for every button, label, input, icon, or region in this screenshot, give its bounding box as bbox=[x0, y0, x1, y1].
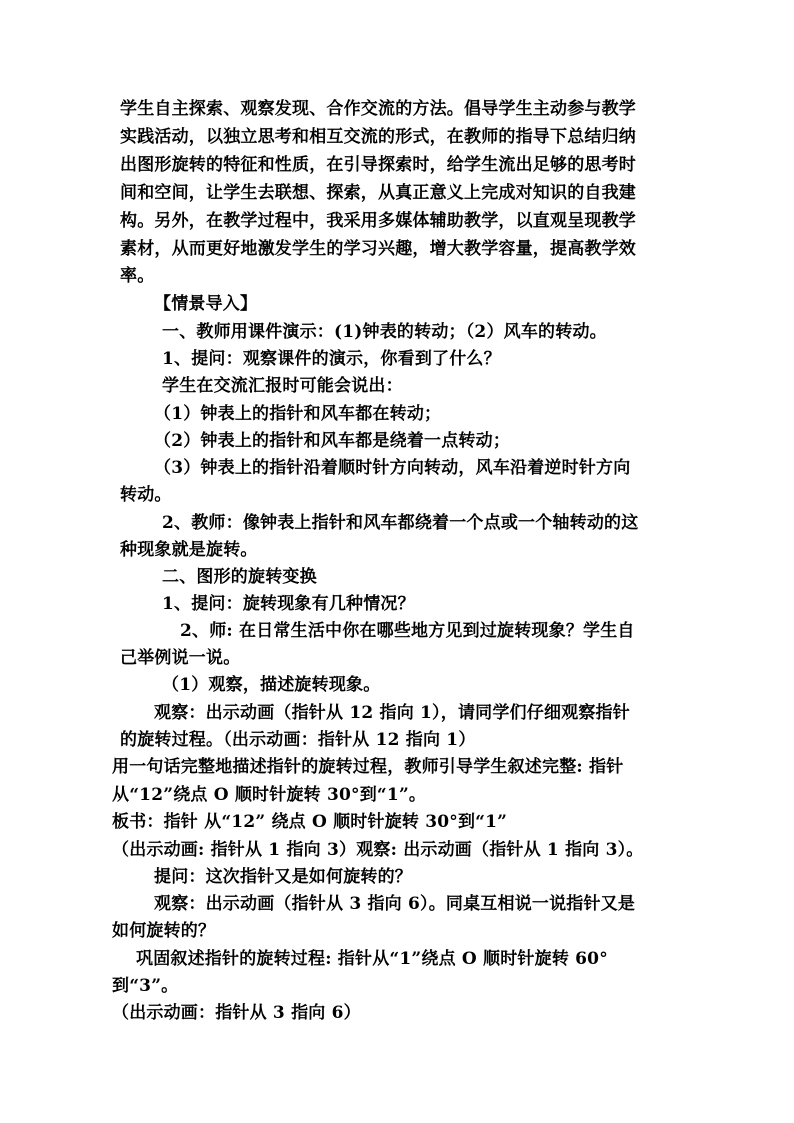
body-text-line: 1、提问：旋转现象有几种情况？ bbox=[162, 594, 415, 614]
blackboard-note: 板书：指针 从“12” 绕点 O 顺时针旋转 30°到“1” bbox=[112, 812, 508, 832]
body-text-line: 如何旋转的？ bbox=[112, 921, 216, 941]
body-text-line: 素材，从而更好地激发学生的学习兴趣，增大教学容量，提高教学效 bbox=[120, 239, 636, 259]
body-text-line: 己举例说一说。 bbox=[120, 648, 241, 668]
list-item: （1）钟表上的指针和风车都在转动； bbox=[154, 404, 442, 424]
body-text-line: 一、教师用课件演示：(1)钟表的转动；（2）风车的转动。 bbox=[162, 322, 607, 342]
body-text-line: 2、教师：像钟表上指针和风车都绕着一个点或一个轴转动的这 bbox=[162, 513, 639, 533]
body-text-line: 学生自主探索、观察发现、合作交流的方法。倡导学生主动参与教学 bbox=[120, 99, 636, 119]
body-text-line: 观察：出示动画（指针从 3 指向 6）。同桌互相说一说指针又是 bbox=[154, 894, 636, 914]
body-text-line: 出图形旋转的特征和性质，在引导探索时，给学生流出足够的思考时 bbox=[120, 155, 636, 175]
body-text-line: 转动。 bbox=[120, 485, 172, 505]
body-text-line: 巩固叙述指针的旋转过程: 指针从“1”绕点 O 顺时针旋转 60° bbox=[136, 949, 608, 969]
body-text-line: 1、提问：观察课件的演示，你看到了什么？ bbox=[162, 349, 501, 369]
body-text-line: 种现象就是旋转。 bbox=[120, 540, 258, 560]
section-heading: 二、图形的旋转变换 bbox=[162, 567, 317, 587]
body-text-line: 观察：出示动画（指针从 12 指向 1），请同学们仔细观察指针 bbox=[154, 703, 630, 723]
body-text-line: 2、师: 在日常生活中你在哪些地方见到过旋转现象？学生自 bbox=[180, 621, 635, 641]
body-text-line: （出示动画：指针从 3 指向 6） bbox=[112, 1003, 361, 1023]
list-item: （3）钟表上的指针沿着顺时针方向转动，风车沿着逆时针方向 bbox=[154, 458, 631, 478]
body-text-line: 学生在交流汇报时可能会说出： bbox=[162, 376, 403, 396]
body-text-line: （出示动画: 指针从 1 指向 3）观察: 出示动画（指针从 1 指向 3）。 bbox=[112, 840, 644, 860]
body-text-line: 用一句话完整地描述指针的旋转过程，教师引导学生叙述完整: 指针 bbox=[112, 757, 624, 777]
body-text-line: 实践活动，以独立思考和相互交流的形式，在教师的指导下总结归纳 bbox=[120, 127, 636, 147]
body-text-line: 间和空间，让学生去联想、探索，从真正意义上完成对知识的自我建 bbox=[120, 183, 636, 203]
body-text-line: 提问：这次指针又是如何旋转的？ bbox=[154, 867, 412, 887]
list-item: （1）观察，描述旋转现象。 bbox=[162, 675, 381, 695]
body-text-line: 率。 bbox=[120, 266, 155, 286]
section-heading: 【情景导入】 bbox=[154, 294, 258, 314]
body-text-line: 构。另外，在教学过程中，我采用多媒体辅助教学，以直观呈现教学 bbox=[120, 211, 636, 231]
body-text-line: 从“12”绕点 O 顺时针旋转 30°到“1”。 bbox=[112, 785, 427, 805]
body-text-line: 到“3”。 bbox=[112, 976, 179, 996]
list-item: （2）钟表上的指针和风车都是绕着一点转动； bbox=[154, 431, 511, 451]
body-text-line: 的旋转过程。（出示动画：指针从 12 指向 1） bbox=[120, 730, 476, 750]
